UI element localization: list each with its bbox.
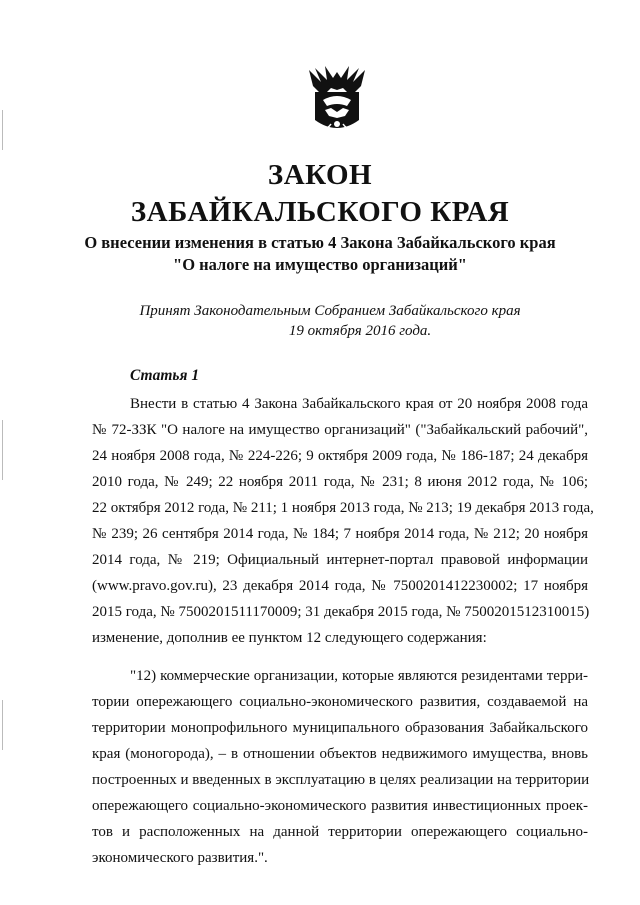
scan-edge-mark bbox=[2, 110, 3, 150]
paragraph-line: 2014 года, № 219; Официальный интернет-портал правовой информации bbox=[92, 552, 588, 568]
paragraph-line: (www.pravo.gov.ru), 23 декабря 2014 года, № 7500201412230002; 17 ноября bbox=[92, 578, 588, 594]
scan-edge-mark bbox=[2, 420, 3, 480]
law-title: ЗАКОН bbox=[267, 159, 373, 191]
paragraph-line: 24 ноября 2008 года, № 224-226; 9 октября 2009 года, № 186-187; 24 декабря bbox=[92, 448, 588, 464]
quoted-paragraph-line: края (моногорода), – в отношении объектов недвижимого имущества, вновь bbox=[92, 746, 588, 762]
law-region: ЗАБАЙКАЛЬСКОГО КРАЯ bbox=[130, 196, 510, 228]
paragraph-line: 2010 года, № 249; 22 ноября 2011 года, № 231; 8 июня 2012 года, № 106; bbox=[92, 474, 588, 490]
quoted-paragraph-line: построенных и введенных в эксплуатацию в целях реализации на территории bbox=[92, 772, 590, 788]
paragraph-line: 2015 года, № 7500201511170009; 31 декабря 2015 года, № 7500201512310015) bbox=[92, 604, 590, 620]
quoted-paragraph-line: тов и расположенных на данной территории опережающего социально- bbox=[92, 824, 588, 840]
paragraph-line: № 239; 26 сентября 2014 года, № 184; 7 ноября 2014 года, № 212; 20 ноября bbox=[92, 526, 588, 542]
scan-edge-mark bbox=[2, 700, 3, 750]
adoption-note-line1: Принят Законодательным Собранием Забайкальского края bbox=[139, 303, 521, 319]
quoted-paragraph-line: тории опережающего социально-экономического развития, создаваемой на bbox=[92, 694, 588, 710]
law-subtitle-line1: О внесении изменения в статью 4 Закона Забайкальского края bbox=[84, 233, 556, 252]
article-heading: Статья 1 bbox=[130, 367, 200, 384]
paragraph-line: № 72-ЗЗК "О налоге на имущество организаций" ("Забайкальский рабочий", bbox=[92, 422, 588, 438]
paragraph-line: Внести в статью 4 Закона Забайкальского края от 20 ноября 2008 года bbox=[130, 396, 588, 412]
law-subtitle-line2: "О налоге на имущество организаций" bbox=[173, 255, 467, 274]
coat-of-arms-icon bbox=[307, 62, 367, 138]
quoted-paragraph-line: экономического развития.". bbox=[92, 850, 268, 866]
quoted-paragraph-line: "12) коммерческие организации, которые являются резидентами терри- bbox=[130, 668, 588, 684]
adoption-date: 19 октября 2016 года. bbox=[288, 323, 432, 339]
paragraph-line: изменение, дополнив ее пунктом 12 следующего содержания: bbox=[92, 630, 487, 646]
quoted-paragraph-line: территории монопрофильного муниципального образования Забайкальского bbox=[92, 720, 588, 736]
quoted-paragraph-line: опережающего социально-экономического развития инвестиционных проек- bbox=[92, 798, 588, 814]
paragraph-line: 22 октября 2012 года, № 211; 1 ноября 2013 года, № 213; 19 декабря 2013 года, bbox=[92, 500, 594, 516]
